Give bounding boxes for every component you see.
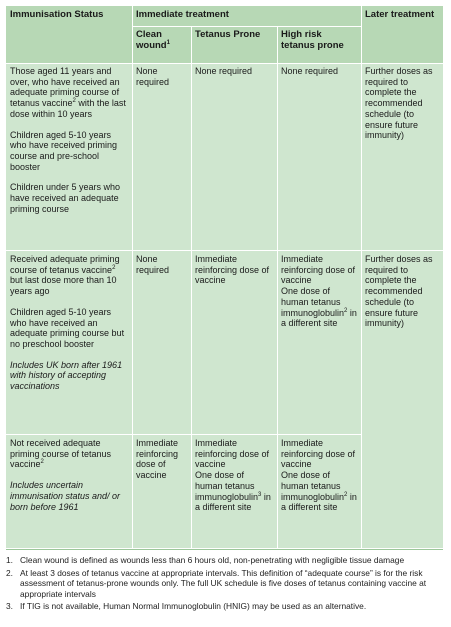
footnote-number: 3.: [6, 601, 13, 611]
row1-status-para-1: Those aged 11 years and over, who have received an adequate priming course of tetanus vaccine$^2$ with the last dose within 10 years: [10, 66, 126, 119]
footnote-ref: 1: [166, 39, 170, 46]
row1-clean-wound: None required: [136, 66, 170, 87]
row2-status-para-2: Children aged 5-10 years who have received an adequate priming course but no preschool booster: [10, 306, 125, 349]
row-rule: [6, 250, 443, 251]
column-rule: [132, 6, 133, 548]
footnote-number: 1.: [6, 555, 13, 565]
footnote-number: 2.: [6, 567, 13, 578]
header-tetanus-prone: Tetanus Prone: [191, 26, 277, 63]
header-immediate-treatment: Immediate treatment: [132, 6, 361, 26]
footnote-1: [6, 555, 443, 566]
header-high-risk-tetanus-prone: High risk tetanus prone: [277, 26, 361, 63]
row2-tetanus-prone: Immediate reinforcing dose of vaccine: [195, 254, 270, 286]
row2-clean-wound: None required: [136, 254, 170, 275]
row1-later-treatment: Further doses as required to complete the recommended schedule (to ensure future immunity): [365, 66, 433, 141]
column-rule: [191, 26, 192, 548]
footnote-3: [6, 601, 443, 612]
footnote-text: Clean wound is defined as wounds less than 6 hours old, non-penetrating with negligible tissue damage: [20, 555, 405, 565]
row1-status-para-3: Children under 5 years who have received an adequate priming course: [10, 182, 121, 214]
row3-status: [6, 435, 132, 548]
row3-clean-wound: Immediate reinforcing dose of vaccine: [136, 438, 179, 481]
row-rule: [6, 434, 361, 435]
row3-status-para-2: Includes uncertain immunisation status and/ or born before 1961: [10, 480, 121, 512]
footnote-ref: 2: [344, 307, 348, 314]
row3-tetanus-prone-line-1: Immediate reinforcing dose of vaccine: [195, 438, 270, 470]
row-rule: [132, 26, 361, 27]
row1-status-para-2: Children aged 5-10 years who have received priming course and pre-school booster: [10, 129, 118, 172]
column-rule: [361, 6, 362, 548]
footnote-ref: 2: [40, 459, 44, 466]
row2-high-risk: [277, 251, 361, 434]
footnote-ref: 2: [112, 264, 116, 271]
row2-high-risk-line-2: One dose of human tetanus immunoglobulin$^2$ in a different site: [281, 286, 357, 329]
row2-status: [6, 251, 132, 434]
row3-tetanus-prone-line-2: One dose of human tetanus immunoglobulin$^3$ in a different site: [195, 470, 271, 513]
footnote-ref: 3: [258, 491, 262, 498]
row3-high-risk-line-1: Immediate reinforcing dose of vaccine: [281, 438, 356, 470]
header-immunisation-status: Immunisation Status: [6, 6, 132, 63]
footnotes: [6, 555, 443, 614]
row1-status: [6, 63, 132, 250]
row-rule: [6, 63, 443, 64]
footnote-divider: [6, 549, 443, 550]
row3-tetanus-prone: [191, 435, 277, 548]
footnote-text: If TIG is not available, Human Normal Immunoglobulin (HNIG) may be used as an alternative.: [20, 601, 367, 611]
row2-status-para-3: Includes UK born after 1961 with history of accepting vaccinations: [10, 359, 123, 392]
row3-status-para-1: Not received adequate priming course of tetanus vaccine$^2$: [10, 438, 112, 470]
row3-high-risk: [277, 435, 361, 548]
row1-high-risk: None required: [281, 66, 339, 76]
footnote-2: [6, 568, 443, 600]
tetanus-treatment-table: [6, 6, 443, 548]
row2-status-para-1: Received adequate priming course of tetanus vaccine$^2$ but last dose more than 10 years ago: [10, 254, 120, 297]
row2-high-risk-line-1: Immediate reinforcing dose of vaccine: [281, 254, 356, 286]
row3-high-risk-line-2: One dose of human tetanus immunoglobulin$^2$ in a different site: [281, 470, 357, 513]
row1-tetanus-prone: None required: [195, 66, 253, 76]
footnote-ref: 2: [72, 98, 76, 105]
row2-later-treatment: Further doses as required to complete the recommended schedule (to ensure future immunity): [365, 254, 433, 329]
footnote-text: At least 3 doses of tetanus vaccine at appropriate intervals. This definition of “adequate course” is for the risk assessment of tetanus-prone wounds only. The full UK schedule is five doses of tetanus containing vaccine at appropriate intervals: [20, 567, 427, 599]
footnote-ref: 2: [344, 491, 348, 498]
header-later-treatment: Later treatment: [361, 6, 443, 63]
header-clean-wound: Clean wound$^1$: [132, 26, 191, 63]
column-rule: [277, 26, 278, 548]
